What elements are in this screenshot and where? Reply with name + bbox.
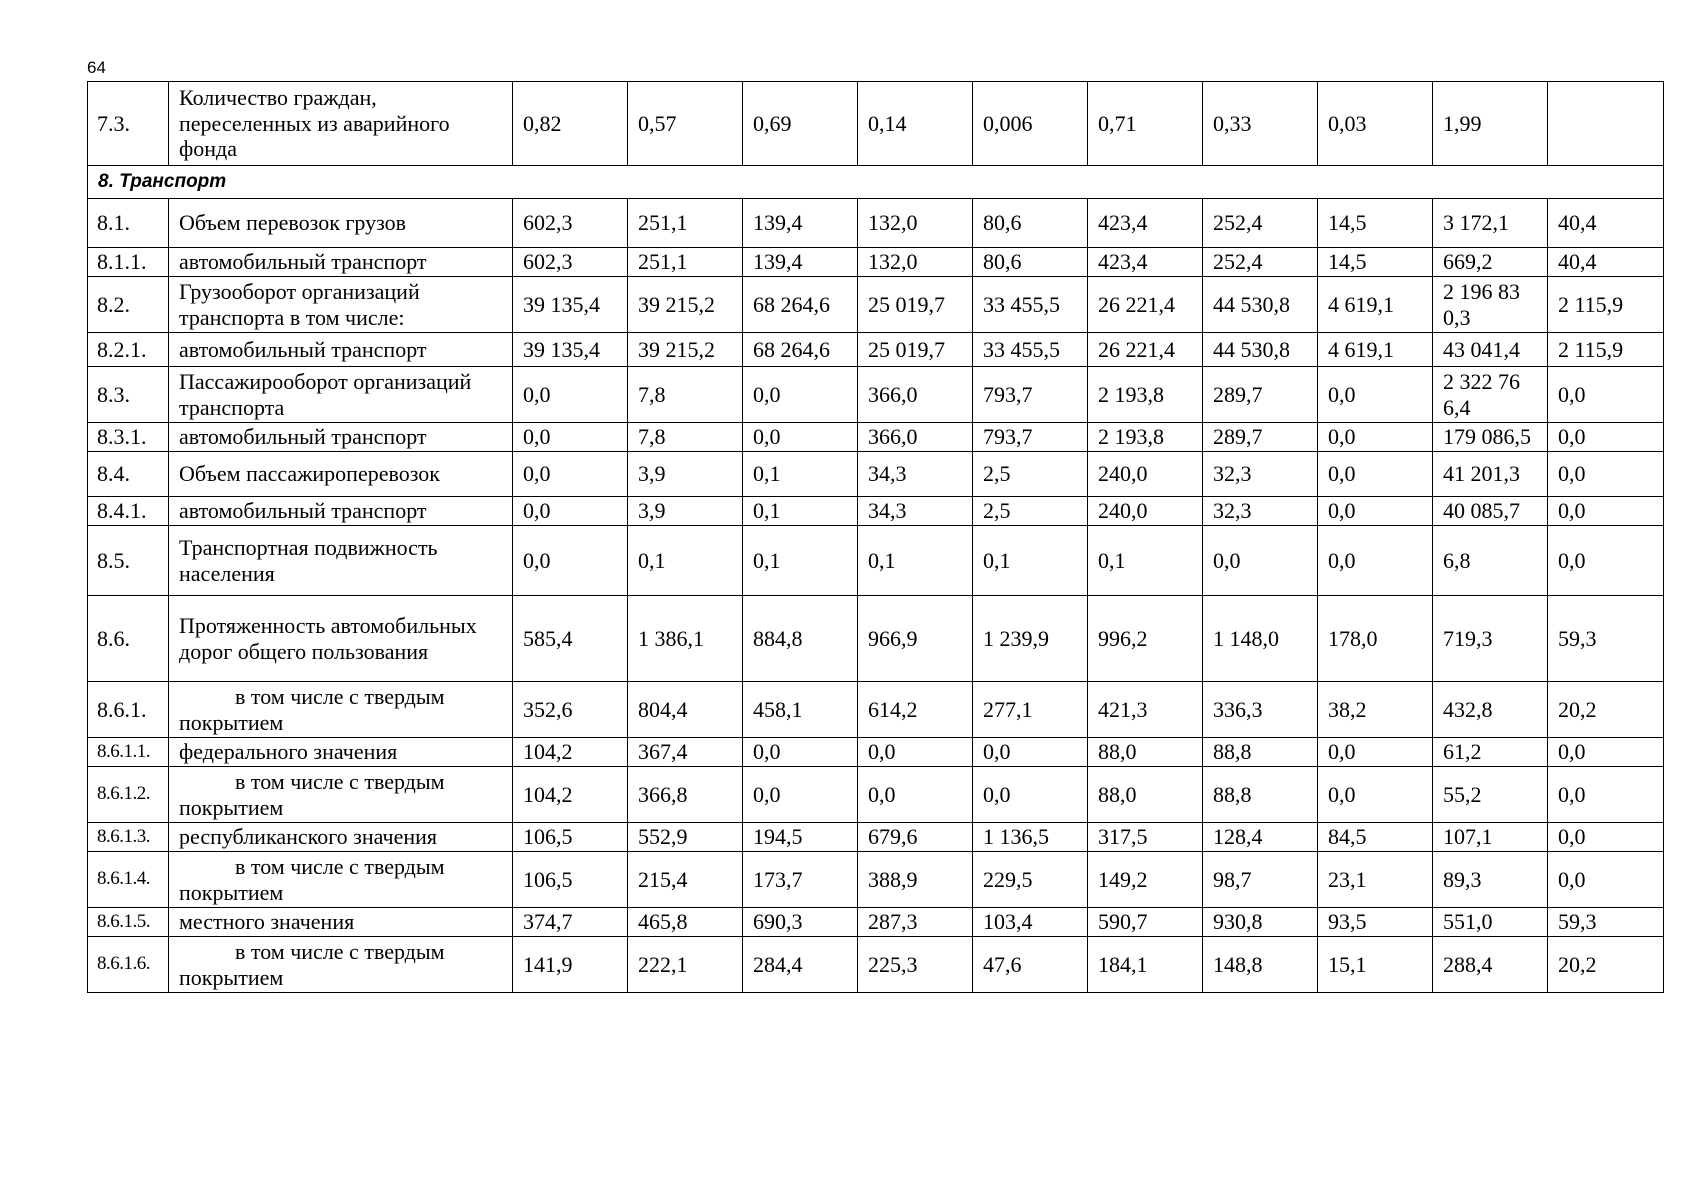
value-cell: 128,4	[1203, 823, 1318, 852]
row-code: 8.6.1.5.	[88, 908, 169, 937]
value-cell: 80,6	[973, 248, 1088, 277]
section-header: 8. Транспорт	[88, 166, 1664, 199]
value-cell: 103,4	[973, 908, 1088, 937]
value-cell: 0,1	[743, 497, 858, 526]
value-cell: 374,7	[513, 908, 628, 937]
value-cell: 39 135,4	[513, 333, 628, 367]
value-cell: 6,8	[1433, 526, 1548, 596]
value-cell: 59,3	[1548, 596, 1664, 682]
value-cell: 104,2	[513, 738, 628, 767]
value-cell: 421,3	[1088, 682, 1203, 738]
value-cell: 240,0	[1088, 497, 1203, 526]
value-cell: 15,1	[1318, 937, 1433, 993]
table-row	[88, 248, 1664, 277]
value-cell: 3,9	[628, 452, 743, 497]
value-cell: 7,8	[628, 423, 743, 452]
value-cell: 0,0	[1548, 423, 1664, 452]
value-cell: 20,2	[1548, 682, 1664, 738]
value-cell: 793,7	[973, 423, 1088, 452]
value-cell: 0,0	[1548, 767, 1664, 823]
value-cell: 551,0	[1433, 908, 1548, 937]
value-cell: 178,0	[1318, 596, 1433, 682]
value-cell: 34,3	[858, 497, 973, 526]
value-cell: 132,0	[858, 248, 973, 277]
value-cell: 388,9	[858, 852, 973, 908]
row-name: автомобильный транспорт	[169, 333, 513, 367]
value-cell: 25 019,7	[858, 333, 973, 367]
value-cell: 0,0	[1318, 526, 1433, 596]
value-cell: 2 115,9	[1548, 333, 1664, 367]
value-cell: 0,0	[1318, 767, 1433, 823]
value-cell: 84,5	[1318, 823, 1433, 852]
value-cell: 240,0	[1088, 452, 1203, 497]
value-cell: 251,1	[628, 248, 743, 277]
value-cell: 38,2	[1318, 682, 1433, 738]
row-name: Пассажирооборот организаций транспорта	[169, 367, 513, 423]
row-name	[169, 852, 513, 908]
row-name-text: в том числе с твердым покрытием	[179, 683, 445, 735]
value-cell: 173,7	[743, 852, 858, 908]
value-cell: 0,1	[743, 526, 858, 596]
value-cell: 68 264,6	[743, 277, 858, 333]
value-cell: 3,9	[628, 497, 743, 526]
value-cell: 40 085,7	[1433, 497, 1548, 526]
value-cell: 0,0	[1318, 497, 1433, 526]
value-cell: 0,0	[1548, 526, 1664, 596]
row-name: Количество граждан, переселенных из аварийного фонда	[169, 82, 513, 166]
row-name: федерального значения	[169, 738, 513, 767]
value-cell: 996,2	[1088, 596, 1203, 682]
table-row	[88, 738, 1664, 767]
row-name: Объем пассажироперевозок	[169, 452, 513, 497]
value-cell: 352,6	[513, 682, 628, 738]
value-cell: 252,4	[1203, 199, 1318, 248]
value-cell: 0,0	[743, 367, 858, 423]
value-cell: 252,4	[1203, 248, 1318, 277]
value-cell: 215,4	[628, 852, 743, 908]
value-cell: 1,99	[1433, 82, 1548, 166]
value-cell: 0,0	[973, 738, 1088, 767]
value-cell: 39 215,2	[628, 333, 743, 367]
value-cell: 40,4	[1548, 199, 1664, 248]
value-cell: 0,0	[743, 767, 858, 823]
value-cell: 32,3	[1203, 497, 1318, 526]
value-cell: 277,1	[973, 682, 1088, 738]
row-code: 8.2.1.	[88, 333, 169, 367]
value-cell: 690,3	[743, 908, 858, 937]
table-row	[88, 423, 1664, 452]
value-cell: 0,0	[1318, 367, 1433, 423]
value-cell: 2,5	[973, 497, 1088, 526]
value-cell: 89,3	[1433, 852, 1548, 908]
value-cell: 148,8	[1203, 937, 1318, 993]
value-cell: 0,0	[858, 738, 973, 767]
value-cell: 0,0	[1318, 452, 1433, 497]
value-cell: 0,0	[1548, 452, 1664, 497]
value-cell: 179 086,5	[1433, 423, 1548, 452]
value-cell: 88,8	[1203, 767, 1318, 823]
value-cell: 229,5	[973, 852, 1088, 908]
table-row	[88, 333, 1664, 367]
value-cell: 106,5	[513, 852, 628, 908]
value-cell: 107,1	[1433, 823, 1548, 852]
value-cell: 284,4	[743, 937, 858, 993]
value-cell: 20,2	[1548, 937, 1664, 993]
row-name: Транспортная подвижность населения	[169, 526, 513, 596]
table-row	[88, 82, 1664, 166]
row-name-text: в том числе с твердым покрытием	[179, 768, 445, 820]
table-row	[88, 596, 1664, 682]
value-cell: 251,1	[628, 199, 743, 248]
value-cell: 88,8	[1203, 738, 1318, 767]
section-header-row	[88, 166, 1664, 199]
value-cell: 366,0	[858, 367, 973, 423]
value-cell: 432,8	[1433, 682, 1548, 738]
value-cell: 104,2	[513, 767, 628, 823]
row-code: 8.6.1.2.	[88, 767, 169, 823]
table-row	[88, 852, 1664, 908]
value-cell: 23,1	[1318, 852, 1433, 908]
value-cell: 366,0	[858, 423, 973, 452]
row-code: 8.1.	[88, 199, 169, 248]
value-cell: 1 239,9	[973, 596, 1088, 682]
statistics-table	[87, 81, 1664, 993]
value-cell: 0,0	[1548, 852, 1664, 908]
row-name: автомобильный транспорт	[169, 497, 513, 526]
value-cell: 465,8	[628, 908, 743, 937]
value-cell: 43 041,4	[1433, 333, 1548, 367]
value-cell: 40,4	[1548, 248, 1664, 277]
value-cell: 194,5	[743, 823, 858, 852]
value-cell: 98,7	[1203, 852, 1318, 908]
table-row	[88, 526, 1664, 596]
value-cell: 222,1	[628, 937, 743, 993]
value-cell: 0,0	[1203, 526, 1318, 596]
row-name-text: в том числе с твердым покрытием	[179, 853, 445, 905]
value-cell: 2 193,8	[1088, 367, 1203, 423]
value-cell: 966,9	[858, 596, 973, 682]
value-cell: 0,0	[513, 367, 628, 423]
value-cell: 39 135,4	[513, 277, 628, 333]
value-cell: 4 619,1	[1318, 333, 1433, 367]
value-cell: 34,3	[858, 452, 973, 497]
value-cell: 2 115,9	[1548, 277, 1664, 333]
value-cell: 0,33	[1203, 82, 1318, 166]
value-cell: 0,0	[513, 452, 628, 497]
table-row	[88, 452, 1664, 497]
value-cell: 25 019,7	[858, 277, 973, 333]
value-cell: 26 221,4	[1088, 333, 1203, 367]
row-name: Грузооборот организаций транспорта в том числе:	[169, 277, 513, 333]
page-number: 64	[87, 58, 106, 77]
value-cell: 0,0	[973, 767, 1088, 823]
row-code: 8.6.1.4.	[88, 852, 169, 908]
value-cell: 0,1	[743, 452, 858, 497]
value-cell: 0,0	[1318, 423, 1433, 452]
row-name: Объем перевозок грузов	[169, 199, 513, 248]
value-cell: 2,5	[973, 452, 1088, 497]
value-cell	[1548, 82, 1664, 166]
value-cell: 7,8	[628, 367, 743, 423]
value-cell: 289,7	[1203, 423, 1318, 452]
value-cell: 2 193,8	[1088, 423, 1203, 452]
value-cell: 614,2	[858, 682, 973, 738]
row-name	[169, 937, 513, 993]
row-name	[169, 767, 513, 823]
value-cell: 33 455,5	[973, 277, 1088, 333]
row-code: 8.4.	[88, 452, 169, 497]
value-cell: 88,0	[1088, 767, 1203, 823]
value-cell: 367,4	[628, 738, 743, 767]
value-cell: 602,3	[513, 248, 628, 277]
value-cell: 317,5	[1088, 823, 1203, 852]
value-cell: 0,0	[513, 497, 628, 526]
table-row	[88, 277, 1664, 333]
value-cell: 884,8	[743, 596, 858, 682]
value-cell: 44 530,8	[1203, 333, 1318, 367]
table-row	[88, 367, 1664, 423]
value-cell: 0,0	[1548, 738, 1664, 767]
value-cell: 4 619,1	[1318, 277, 1433, 333]
row-code: 8.3.1.	[88, 423, 169, 452]
value-cell: 0,14	[858, 82, 973, 166]
value-cell: 0,69	[743, 82, 858, 166]
row-name: Протяженность автомобильных дорог общего пользования	[169, 596, 513, 682]
value-cell: 0,1	[858, 526, 973, 596]
value-cell: 0,1	[973, 526, 1088, 596]
value-cell: 1 136,5	[973, 823, 1088, 852]
value-cell: 719,3	[1433, 596, 1548, 682]
value-cell: 14,5	[1318, 248, 1433, 277]
row-name: местного значения	[169, 908, 513, 937]
value-cell: 793,7	[973, 367, 1088, 423]
value-cell: 0,1	[1088, 526, 1203, 596]
value-cell: 3 172,1	[1433, 199, 1548, 248]
value-cell: 804,4	[628, 682, 743, 738]
value-cell: 0,0	[743, 738, 858, 767]
value-cell: 0,71	[1088, 82, 1203, 166]
value-cell: 141,9	[513, 937, 628, 993]
value-cell: 26 221,4	[1088, 277, 1203, 333]
value-cell: 590,7	[1088, 908, 1203, 937]
value-cell: 287,3	[858, 908, 973, 937]
value-cell: 0,0	[1548, 823, 1664, 852]
row-code: 7.3.	[88, 82, 169, 166]
table-row	[88, 823, 1664, 852]
value-cell: 39 215,2	[628, 277, 743, 333]
row-name	[169, 682, 513, 738]
table-row	[88, 767, 1664, 823]
value-cell: 0,0	[1548, 497, 1664, 526]
value-cell: 585,4	[513, 596, 628, 682]
row-name: автомобильный транспорт	[169, 423, 513, 452]
row-code: 8.1.1.	[88, 248, 169, 277]
value-cell: 552,9	[628, 823, 743, 852]
value-cell: 1 148,0	[1203, 596, 1318, 682]
row-code: 8.6.1.6.	[88, 937, 169, 993]
row-name-text: в том числе с твердым покрытием	[179, 938, 445, 990]
table-row	[88, 497, 1664, 526]
table-row	[88, 937, 1664, 993]
value-cell: 0,0	[858, 767, 973, 823]
value-cell: 88,0	[1088, 738, 1203, 767]
value-cell: 44 530,8	[1203, 277, 1318, 333]
value-cell: 68 264,6	[743, 333, 858, 367]
value-cell: 0,0	[513, 423, 628, 452]
value-cell: 80,6	[973, 199, 1088, 248]
value-cell: 0,006	[973, 82, 1088, 166]
value-cell: 423,4	[1088, 248, 1203, 277]
value-cell: 0,82	[513, 82, 628, 166]
value-cell: 225,3	[858, 937, 973, 993]
value-cell: 0,0	[1318, 738, 1433, 767]
value-cell: 132,0	[858, 199, 973, 248]
value-cell: 61,2	[1433, 738, 1548, 767]
value-cell: 669,2	[1433, 248, 1548, 277]
value-cell: 0,0	[513, 526, 628, 596]
row-code: 8.6.1.1.	[88, 738, 169, 767]
row-name: республиканского значения	[169, 823, 513, 852]
table-row	[88, 199, 1664, 248]
value-cell: 93,5	[1318, 908, 1433, 937]
value-cell: 0,0	[743, 423, 858, 452]
table-row	[88, 682, 1664, 738]
row-code: 8.4.1.	[88, 497, 169, 526]
value-cell: 458,1	[743, 682, 858, 738]
value-cell: 366,8	[628, 767, 743, 823]
row-code: 8.2.	[88, 277, 169, 333]
value-cell: 139,4	[743, 248, 858, 277]
value-cell: 106,5	[513, 823, 628, 852]
value-cell: 41 201,3	[1433, 452, 1548, 497]
value-cell: 679,6	[858, 823, 973, 852]
value-cell: 288,4	[1433, 937, 1548, 993]
value-cell: 2 322 76 6,4	[1433, 367, 1548, 423]
value-cell: 149,2	[1088, 852, 1203, 908]
value-cell: 0,57	[628, 82, 743, 166]
value-cell: 0,1	[628, 526, 743, 596]
value-cell: 0,0	[1548, 367, 1664, 423]
row-code: 8.3.	[88, 367, 169, 423]
row-code: 8.6.1.3.	[88, 823, 169, 852]
value-cell: 930,8	[1203, 908, 1318, 937]
row-code: 8.6.1.	[88, 682, 169, 738]
value-cell: 423,4	[1088, 199, 1203, 248]
table-row	[88, 908, 1664, 937]
value-cell: 336,3	[1203, 682, 1318, 738]
value-cell: 14,5	[1318, 199, 1433, 248]
value-cell: 289,7	[1203, 367, 1318, 423]
value-cell: 602,3	[513, 199, 628, 248]
value-cell: 0,03	[1318, 82, 1433, 166]
value-cell: 47,6	[973, 937, 1088, 993]
row-code: 8.5.	[88, 526, 169, 596]
row-code: 8.6.	[88, 596, 169, 682]
row-name: автомобильный транспорт	[169, 248, 513, 277]
value-cell: 59,3	[1548, 908, 1664, 937]
value-cell: 139,4	[743, 199, 858, 248]
value-cell: 32,3	[1203, 452, 1318, 497]
value-cell: 55,2	[1433, 767, 1548, 823]
value-cell: 2 196 83 0,3	[1433, 277, 1548, 333]
value-cell: 33 455,5	[973, 333, 1088, 367]
value-cell: 1 386,1	[628, 596, 743, 682]
value-cell: 184,1	[1088, 937, 1203, 993]
